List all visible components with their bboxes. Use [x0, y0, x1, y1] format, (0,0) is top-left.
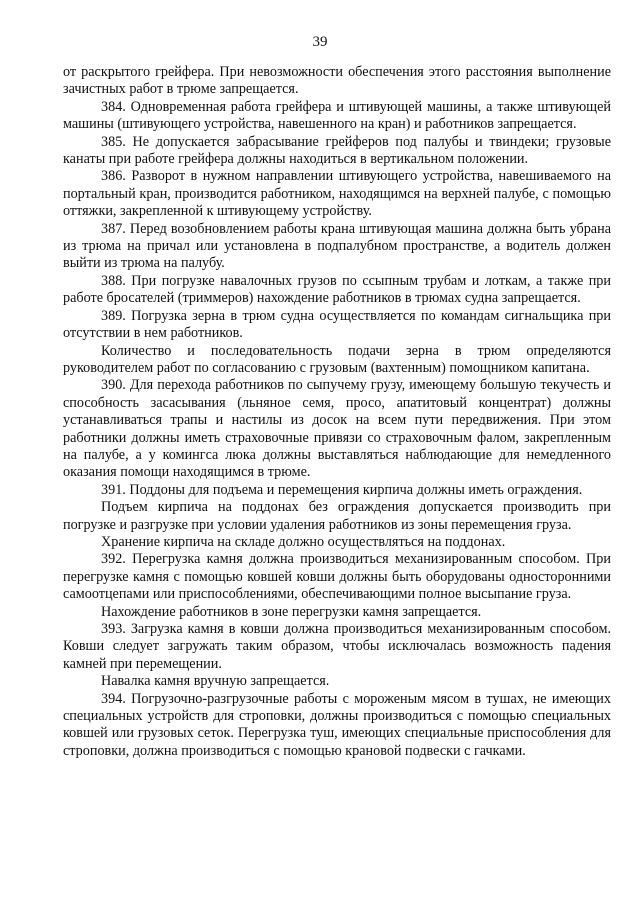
paragraph-384: 384. Одновременная работа грейфера и штивующей машины, а также штивующей машины (штивующего устройства, навешенного на кран) и работников запрещается. [63, 98, 611, 133]
paragraph-393: 393. Загрузка камня в ковши должна производиться механизированным способом. Ковши следует загружать таким образом, чтобы исключалась возможность падения камней при перемещении. [63, 621, 611, 672]
paragraph-388: 388. При погрузке навалочных грузов по ссыпным трубам и лоткам, а также при работе бросателей (триммеров) нахождение работников в трюмах судна запрещается. [63, 272, 611, 307]
paragraph-386: 386. Разворот в нужном направлении штивующего устройства, навешиваемого на портальный кран, производится работником, находящимся на верхней палубе, с помощью оттяжки, закрепленной к штивующему устройству. [63, 168, 611, 220]
paragraph-390: 390. Для перехода работников по сыпучему грузу, имеющему большую текучесть и способность засасывания (льняное семя, просо, апатитовый концентрат) должны устанавливаться трапы и настилы из досок на всем пути передвижения. При этом работники должны иметь страховочные привязи со страховочным фалом, закрепленным на палубе, а у комингса люка должны выставляться наблюдающие для немедленного оказания помощи находящимся в трюме. [63, 377, 611, 481]
paragraph-392-stone-zone: Нахождение работников в зоне перегрузки камня запрещается. [101, 603, 482, 620]
page-number: 39 [312, 34, 328, 50]
paragraph-389-grain-quantity: Количество и последовательность подачи зерна в трюм определяются руководителем работ по согласованию с грузовым (вахтенным) помощником капитана. [63, 342, 611, 376]
paragraph-389: 389. Погрузка зерна в трюм судна осуществляется по командам сигнальщика при отсутствии в нем работников. [63, 307, 611, 342]
paragraph-continuation: от раскрытого грейфера. При невозможности обеспечения этого расстояния выполнение зачистных работ в трюме запрещается. [63, 64, 611, 98]
paragraph-392: 392. Перегрузка камня должна производиться механизированным способом. При перегрузке камня с помощью ковшей ковши должны быть оборудованы односторонними самоотцепами или приспособлениями, обеспечивающими полное высыпание груза. [63, 551, 611, 603]
paragraph-391-brick-storage: Хранение кирпича на складе должно осуществляться на поддонах. [101, 533, 506, 550]
paragraph-394: 394. Погрузочно-разгрузочные работы с мороженым мясом в тушах, не имеющих специальных устройств для строповки, должны производиться с помощью специальных ковшей или грузовых сеток. Перегрузка туш, имеющих специальные приспособления для строповки, должна производиться с помощью крановой подвески с гачками. [63, 690, 611, 759]
paragraph-387: 387. Перед возобновлением работы крана штивующая машина должна быть убрана из трюма на причал или установлена в подпалубном пространстве, а водитель должен выйти из трюма на палубу. [63, 220, 611, 272]
paragraph-391: 391. Поддоны для подъема и перемещения кирпича должны иметь ограждения. [101, 481, 583, 498]
paragraph-385: 385. Не допускается забрасывание грейферов под палубы и твиндеки; грузовые канаты при работе грейфера должны находиться в вертикальном положении. [63, 133, 611, 168]
paragraph-393-manual-loading: Навалка камня вручную запрещается. [101, 673, 330, 690]
document-body [63, 64, 611, 760]
paragraph-391-brick-lifting: Подъем кирпича на поддонах без ограждения допускается производить при погрузке и разгрузке при условии удаления работников из зоны перемещения груза. [63, 499, 611, 533]
